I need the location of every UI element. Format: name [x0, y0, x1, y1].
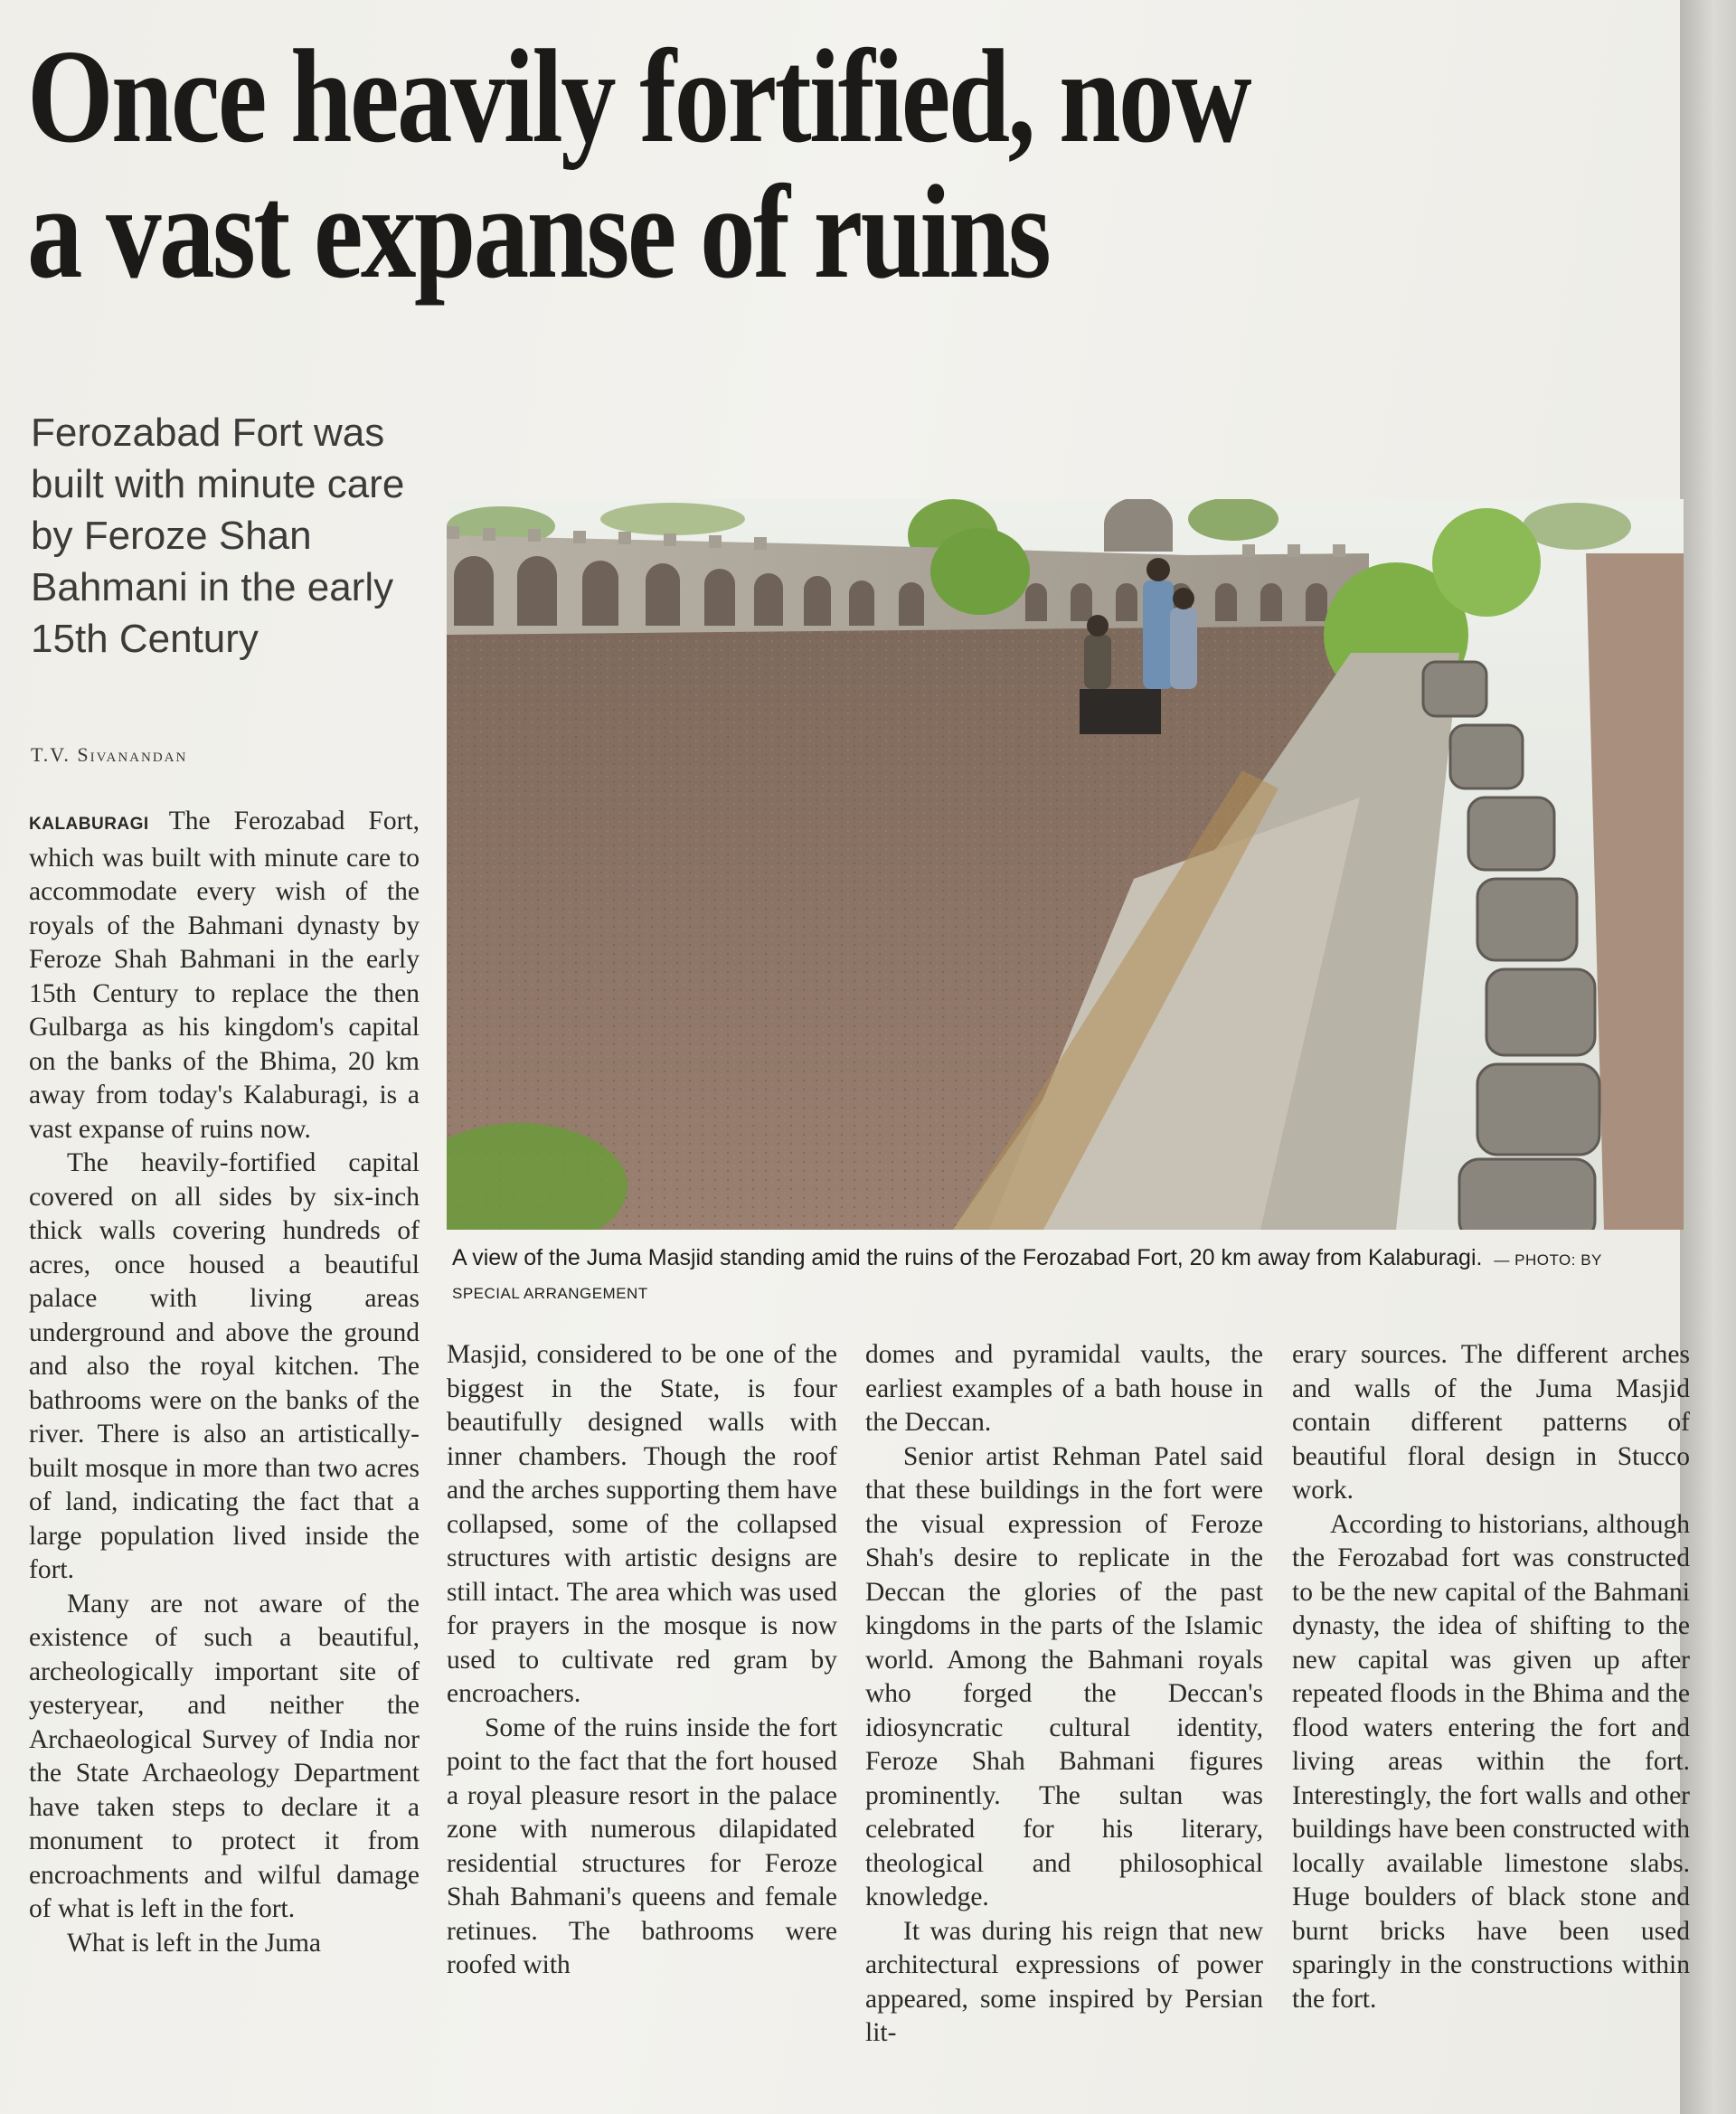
paragraph: According to historians, although the Ferozabad fort was constructed to be the new capital of the Bahmani dynasty, the idea of shifting to the new capital was given up after repeated floods in the Bhima and the flood waters entering the fort and living areas within the fort. Interestingly, the fort walls and other buildings have been constructed with locally available limestone slabs. Huge boulders of black stone and burnt bricks have been used sparingly in the constructions within the fort.	[1292, 1509, 1690, 2014]
headline	[27, 23, 1401, 307]
bleed-through-block	[443, 353, 1618, 488]
paragraph: Many are not aware of the existence of such a beautiful, archeologically important site of yesteryear, and neither the Archaeological Survey of India nor the State Archaeology Department have taken steps to declare it a monument to protect it from encroachments and wilful damage of what is left in the fort.	[29, 1589, 420, 1923]
article-column-1	[29, 805, 420, 1960]
paragraph: It was during his reign that new architectural expressions of power appeared, some inspired by Persian lit-	[865, 1916, 1263, 2047]
article-column-4	[1292, 1338, 1690, 2016]
paragraph: Senior artist Rehman Patel said that these buildings in the fort were the visual expression of Feroze Shah's desire to replicate in the Deccan the glories of the past kingdoms in the parts of the Islamic world. Among the Bahmani royals who forged the Deccan's idiosyncratic cultural identity, Feroze Shah Bahmani figures prominently. The sultan was celebrated for his literary, theological and philosophical knowledge.	[865, 1441, 1263, 1911]
deck-subheading: Ferozabad Fort was built with minute care by Feroze Shan Bahmani in the early 15th Century	[31, 411, 405, 661]
byline: T.V. Sivanandan	[31, 743, 188, 766]
headline-line-1: Once heavily fortified, now	[27, 23, 1250, 171]
paragraph: KALABURAGI The Ferozabad Fort, which was built with minute care to accommodate every wish of the royals of the Bahmani dynasty by Feroze Shah Bahmani in the early 15th Century to replace the then Gulbarga as his kingdom's capital on the banks of the Bhima, 20 km away from today's Kalaburagi, is a vast expanse of ruins now.	[29, 807, 420, 1144]
paragraph: Masjid, considered to be one of the biggest in the State, is four beautifully designed walls with inner chambers. Though the roof and the arches supporting them have collapsed, some of the collapsed structures with artistic designs are still intact. The area which was used for prayers in the mosque is now used to cultivate red gram by encroachers.	[447, 1340, 837, 1708]
paragraph: domes and pyramidal vaults, the earliest examples of a bath house in the Deccan.	[865, 1340, 1263, 1437]
paragraph: The heavily-fortified capital covered on all sides by six-inch thick walls covering hundreds of acres, once housed a beautiful palace with living areas underground and above the ground and also the royal kitchen. The bathrooms were on the banks of the river. There is also an artistically-built mosque in more than two acres of land, indicating the fact that a large population lived inside the fort.	[29, 1148, 420, 1584]
headline-line-2: a vast expanse of ruins	[27, 158, 1050, 307]
fort-ruins-photo	[447, 499, 1684, 1230]
photo-caption	[452, 1242, 1673, 1309]
bleed-through-text	[36, 0, 1628, 22]
article-photo	[447, 499, 1684, 1230]
caption-text: A view of the Juma Masjid standing amid the ruins of the Ferozabad Fort, 20 km away from Kalaburagi.	[452, 1245, 1483, 1270]
article-column-2	[447, 1338, 837, 1983]
dateline: KALABURAGI	[29, 815, 149, 834]
paragraph: What is left in the Juma	[67, 1928, 321, 1958]
paragraph: erary sources. The different arches and walls of the Juma Masjid contain different patterns of beautiful floral design in Stucco work.	[1292, 1340, 1690, 1505]
paragraph: Some of the ruins inside the fort point to the fact that the fort housed a royal pleasure resort in the palace zone with numerous dilapidated residential structures for Feroze Shah Bahmani's queens and female retinues. The bathrooms were roofed with	[447, 1713, 837, 1979]
photo-credit: — PHOTO: BY SPECIAL ARRANGEMENT	[452, 1251, 1602, 1302]
adjacent-page-bleed	[1609, 36, 1682, 452]
article-column-3	[865, 1338, 1263, 2051]
